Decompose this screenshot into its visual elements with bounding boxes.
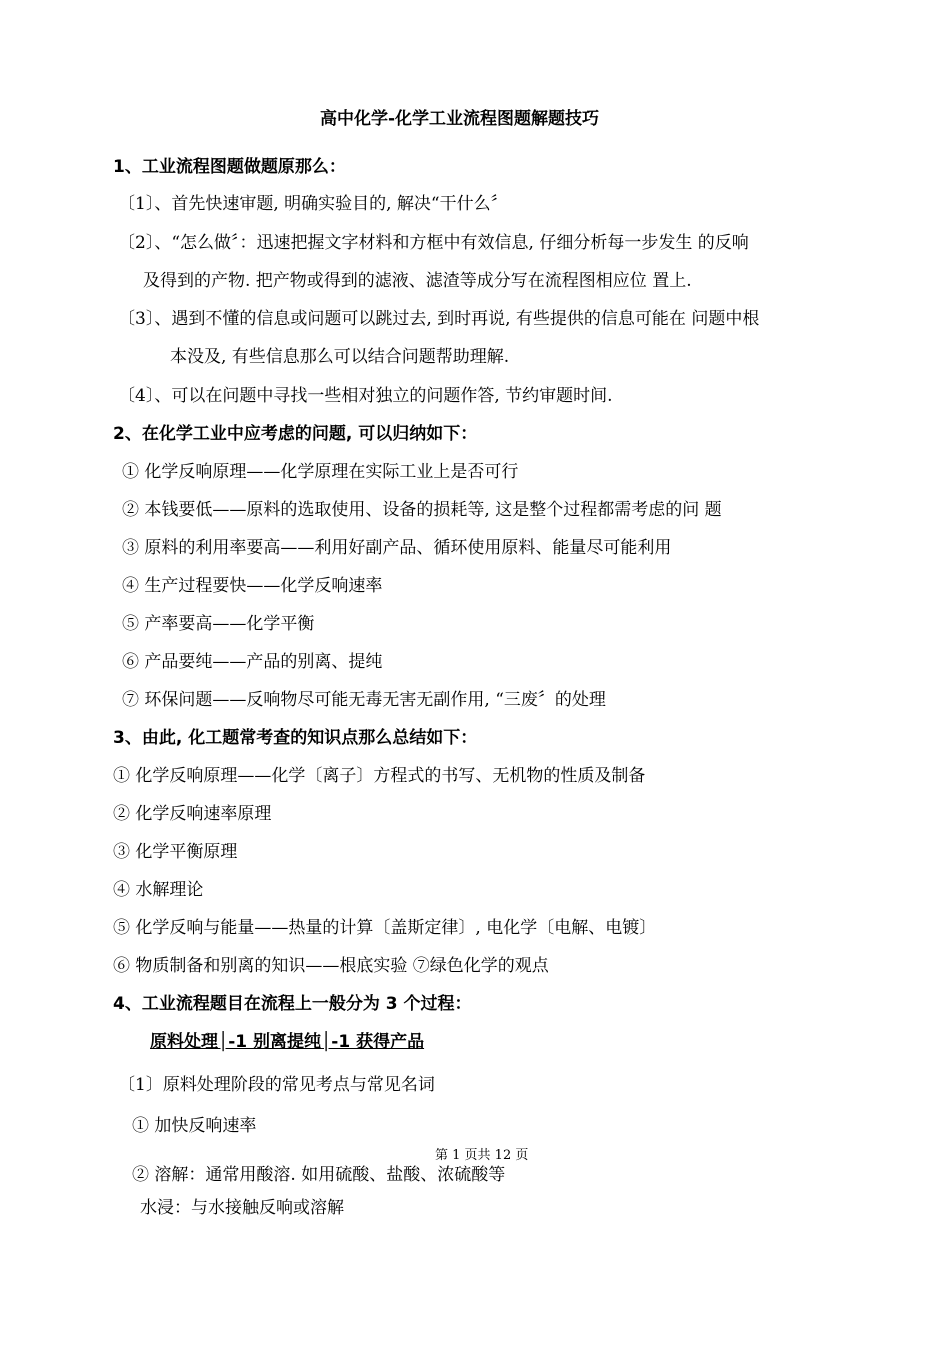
- process-steps: 原料处理│-1 别离提纯│-1 获得产品: [150, 1032, 425, 1052]
- section3-item: ① 化学反响原理——化学〔离子〕方程式的书写、无机物的性质及制备: [113, 766, 646, 786]
- section2-item: ③ 原料的利用率要高——利用好副产品、循环使用原料、能量尽可能利用: [122, 538, 672, 558]
- section1-item: 〔1〕、首先快速审题, 明确实验目的, 解决“干什么〞: [118, 194, 508, 214]
- section3-item: ④ 水解理论: [113, 880, 204, 900]
- section1-item: 〔2〕、“怎么做〞：迅速把握文字材料和方框中有效信息, 仔细分析每一步发生 的反响: [118, 233, 749, 253]
- section2-item: ④ 生产过程要快——化学反响速率: [122, 576, 383, 596]
- section2-item: ⑤ 产率要高——化学平衡: [122, 614, 315, 634]
- section1-item: 及得到的产物. 把产物或得到的滤液、滤渣等成分写在流程图相应位 置上.: [143, 271, 692, 291]
- section3-item: ⑥ 物质制备和别离的知识——根底实验 ⑦绿色化学的观点: [113, 956, 549, 976]
- section3-heading: 3、由此, 化工题常考查的知识点那么总结如下：: [113, 728, 478, 748]
- section4-item: 水浸：与水接触反响或溶解: [140, 1198, 344, 1218]
- section1-item: 本没及, 有些信息那么可以结合问题帮助理解.: [170, 347, 510, 367]
- section2-item: ① 化学反响原理——化学原理在实际工业上是否可行: [122, 462, 519, 482]
- section4-item: ② 溶解：通常用酸溶. 如用硫酸、盐酸、浓硫酸等: [132, 1165, 506, 1185]
- section2-item: ② 本钱要低——原料的选取使用、设备的损耗等, 这是整个过程都需考虑的问 题: [122, 500, 722, 520]
- section4-subheading: 〔1〕原料处理阶段的常见考点与常见名词: [118, 1075, 435, 1095]
- document-title: 高中化学-化学工业流程图题解题技巧: [320, 109, 600, 129]
- section4-heading: 4、工业流程题目在流程上一般分为 3 个过程：: [113, 994, 472, 1014]
- section4-item: ① 加快反响速率: [132, 1116, 257, 1136]
- section3-item: ⑤ 化学反响与能量——热量的计算〔盖斯定律〕, 电化学〔电解、电镀〕: [113, 918, 657, 938]
- section1-item: 〔4〕、可以在问题中寻找一些相对独立的问题作答, 节约审题时间.: [118, 386, 613, 406]
- section3-item: ③ 化学平衡原理: [113, 842, 238, 862]
- section3-item: ② 化学反响速率原理: [113, 804, 272, 824]
- section1-heading: 1、工业流程图题做题原那么：: [113, 157, 346, 177]
- section2-item: ⑥ 产品要纯——产品的别离、提纯: [122, 652, 383, 672]
- page-footer: 第 1 页共 12 页: [435, 1148, 529, 1163]
- section2-item: ⑦ 环保问题——反响物尽可能无毒无害无副作用, “三废〞的处理: [122, 690, 606, 710]
- section2-heading: 2、在化学工业中应考虑的问题, 可以归纳如下：: [113, 424, 478, 444]
- section1-item: 〔3〕、遇到不懂的信息或问题可以跳过去, 到时再说, 有些提供的信息可能在 问题中根: [118, 309, 760, 329]
